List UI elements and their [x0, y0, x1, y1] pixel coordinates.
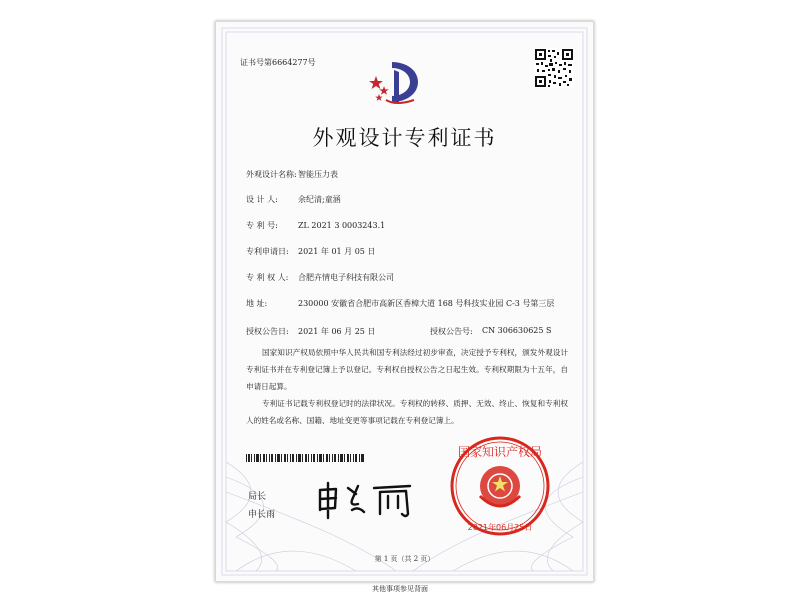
field-address	[246, 298, 560, 310]
field-value: 智能压力表	[298, 170, 338, 179]
field-value: 余纪清;童涵	[298, 195, 341, 204]
official-seal-icon	[448, 434, 552, 538]
patent-certificate	[215, 21, 594, 582]
cnipa-logo-icon	[366, 56, 434, 108]
grant-pub-no-label: 授权公告号:	[430, 327, 473, 336]
field-label: 地 址:	[246, 299, 268, 308]
field-patentee	[246, 272, 560, 284]
seal-text: 国家知识产权局	[457, 445, 543, 459]
page-number: 第 1 页（共 2 页）	[374, 555, 435, 563]
signer-title: 局长	[248, 492, 267, 502]
field-label: 专 利 权 人:	[246, 273, 289, 282]
field-designer	[246, 194, 560, 206]
field-value: ZL 2021 3 0003243.1	[298, 221, 386, 230]
field-label: 外观设计名称:	[246, 170, 297, 179]
legal-status-statement: 专利证书记载专利权登记时的法律状况。专利权的转移、质押、无效、终止、恢复和专利权人的姓名或名称、国籍、地址变更等事项记载在专利登记簿上。	[246, 399, 568, 425]
field-value: 2021 年 01 月 05 日	[298, 247, 376, 256]
barcode-icon	[246, 454, 366, 462]
field-filing-date	[246, 246, 560, 258]
field-grant-date	[246, 326, 562, 337]
field-value: 2021 年 06 月 25 日	[298, 327, 376, 336]
field-value: 230000 安徽省合肥市高新区香樟大道 168 号科技实业园 C-3 号第三层	[298, 299, 555, 308]
handwritten-signature	[314, 480, 424, 520]
seal-date: 2021年06月25日	[467, 523, 533, 532]
field-patent-number	[246, 220, 560, 232]
field-label: 专利申请日:	[246, 247, 289, 256]
field-design-name	[246, 169, 560, 181]
grant-pub-no-value: CN 306630625 S	[482, 326, 552, 335]
certificate-title: 外观设计专利证书	[312, 126, 497, 150]
certificate-number: 证书号第6664277号	[240, 58, 316, 67]
field-label: 设 计 人:	[246, 195, 278, 204]
field-label: 授权公告日:	[246, 327, 289, 336]
field-label: 专 利 号:	[246, 221, 278, 230]
grant-statement: 国家知识产权局依照中华人民共和国专利法经过初步审查，决定授予专利权，颁发外观设计专利证书并在专利登记簿上予以登记。专利权自授权公告之日起生效。专利权期限为十五年，自申请日起算。	[246, 348, 568, 391]
back-page-footnote: 其他事项参见背面	[372, 585, 428, 593]
signer-name: 申长雨	[248, 510, 276, 520]
qr-code-icon	[534, 48, 574, 88]
field-value: 合肥卉情电子科技有限公司	[298, 273, 394, 282]
